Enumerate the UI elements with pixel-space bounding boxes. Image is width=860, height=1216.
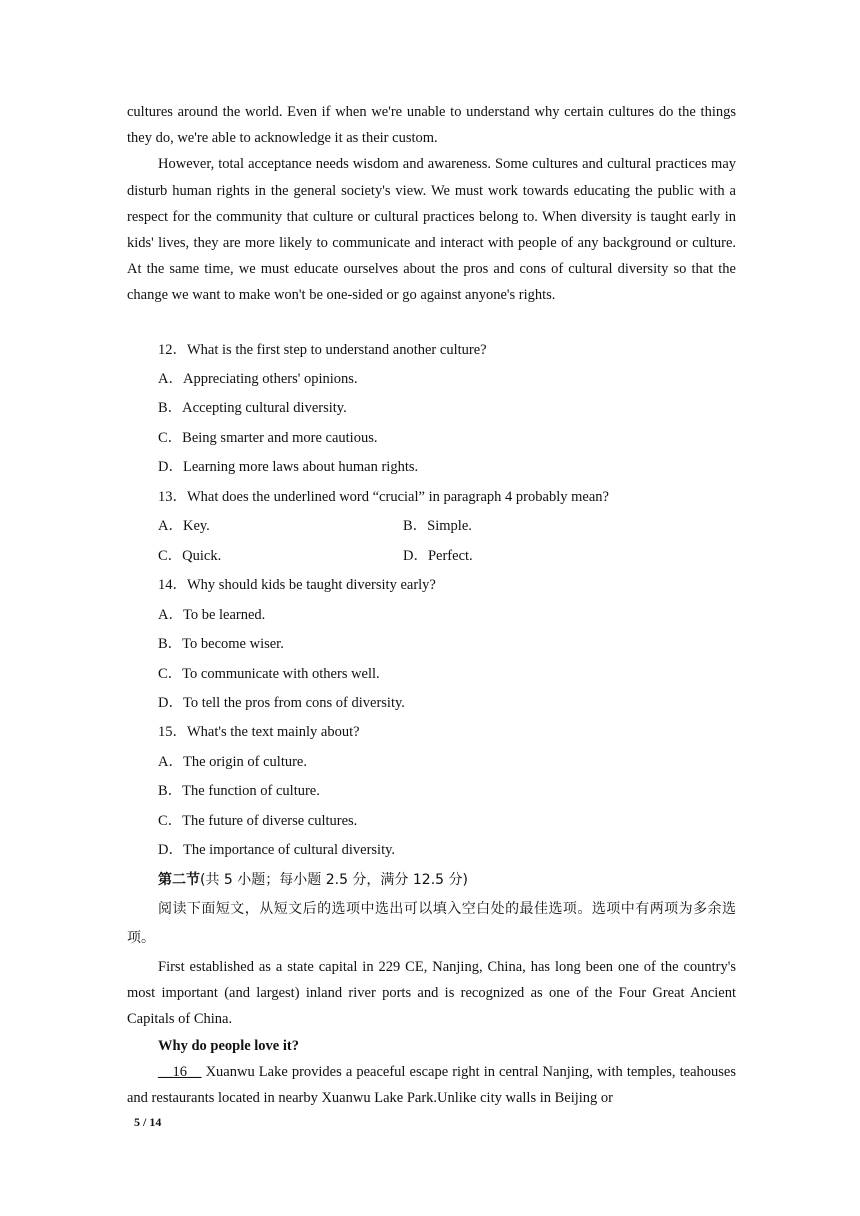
section-2-title: 第二节 [158,872,200,888]
question-15-option-d: D．The importance of cultural diversity. [158,842,396,858]
question-15-stem: 15．What's the text mainly about? [158,724,360,740]
section-2-instruction: 阅读下面短文，从短文后的选项中选出可以填入空白处的最佳选项。选项中有两项为多余选项。 [127,901,736,946]
question-14-option-b: B．To become wiser. [158,636,284,652]
question-13-option-a: A．Key. [158,518,210,534]
question-14-option-c: C．To communicate with others well. [158,666,380,682]
paragraph-1: cultures around the world. Even if when we're unable to understand why certain cultures do the things they do, we're able to acknowledge it as their custom. [127,104,736,147]
question-13-option-d: D．Perfect. [403,548,473,564]
question-15-option-a: A．The origin of culture. [158,754,307,770]
question-14-option-d: D．To tell the pros from cons of diversity. [158,695,405,711]
question-15-option-b: B．The function of culture. [158,783,320,799]
question-15-option-c: C．The future of diverse cultures. [158,813,358,829]
question-12-option-b: B．Accepting cultural diversity. [158,400,347,416]
paragraph-16-text: Xuanwu Lake provides a peaceful escape right in central Nanjing, with temples, teahouses and restaurants located in nearby Xuanwu Lake Park.Unlike city walls in Beijing or [127,1063,736,1107]
page-number: 5 / 14 [134,1115,162,1129]
section-2-body [127,895,736,1111]
question-12-stem: 12．What is the first step to understand another culture? [158,342,487,358]
question-13-option-c: C．Quick. [158,548,222,564]
section-2-subheading: Why do people love it? [158,1037,299,1054]
section-2-heading [158,870,778,890]
passage-continuation [127,99,736,309]
section-2-intro: First established as a state capital in 229 CE, Nanjing, China, has long been one of the country's most important (and largest) inland river ports and is recognized as one of the Four Great Ancient Capitals of China. [127,959,736,1028]
question-12-option-a: A．Appreciating others' opinions. [158,371,358,387]
question-12-option-d: D．Learning more laws about human rights. [158,459,419,475]
question-13-stem: 13．What does the underlined word “crucial” in paragraph 4 probably mean? [158,489,609,505]
question-14-stem: 14．Why should kids be taught diversity early? [158,577,436,593]
section-2-paragraph-16 [127,1059,736,1111]
blank-16[interactable]: __16__ [158,1063,202,1080]
paragraph-2: However, total acceptance needs wisdom and awareness. Some cultures and cultural practices may disturb human rights in the general society's view. We must work towards educating the public with a respect for the community that culture or cultural practices belong to. When diversity is taught early in kids' lives, they are more likely to communicate and interact with people of any background or culture. At the same time, we must educate ourselves about the pros and cons of cultural diversity so that the change we want to make won't be one-sided or go against anyone's rights. [127,156,736,304]
question-12-option-c: C．Being smarter and more cautious. [158,430,378,446]
question-14-option-a: A．To be learned. [158,607,266,623]
question-13-option-b: B．Simple. [403,518,472,534]
section-2-scoring: (共 5 小题；每小题 2.5 分，满分 12.5 分) [200,872,468,888]
